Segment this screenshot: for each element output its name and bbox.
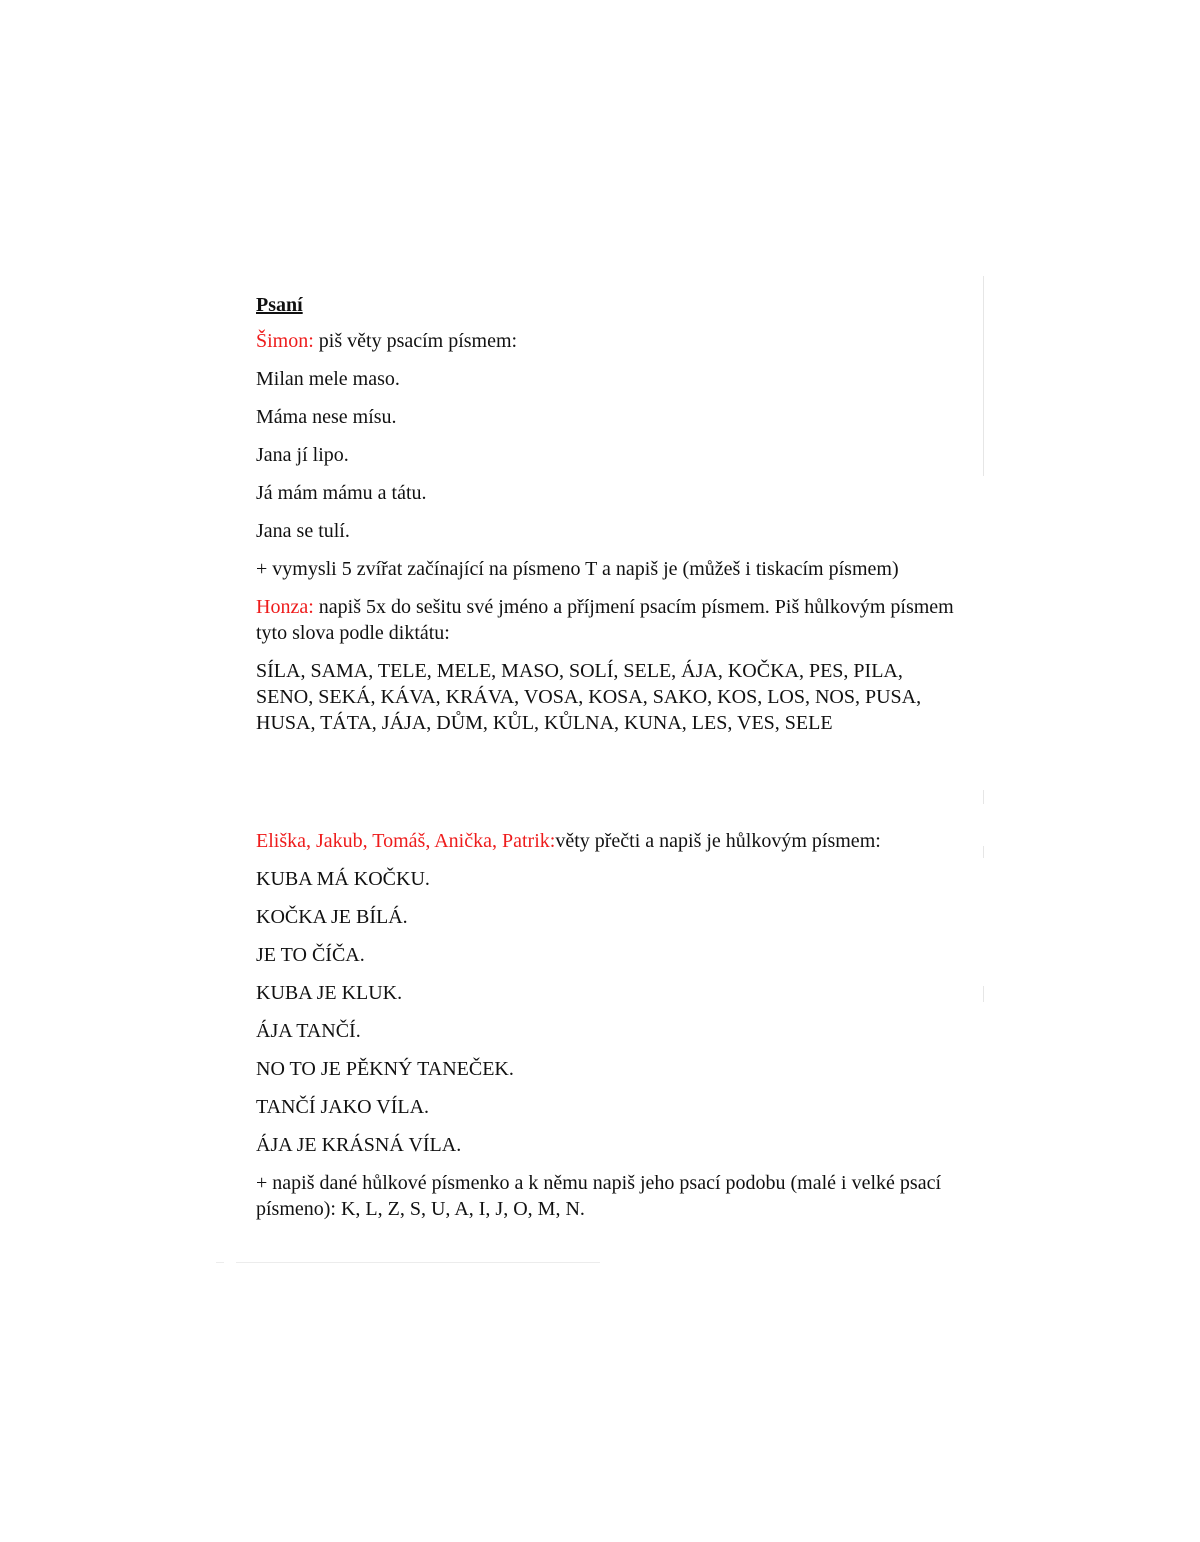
sentence: Máma nese mísu. [256,406,397,428]
student-name-honza: Honza: [256,596,314,618]
caps-sentence: KUBA MÁ KOČKU. [256,868,430,890]
caps-sentence: TANČÍ JAKO VÍLA. [256,1096,430,1118]
section1-extra-task: + vymysli 5 zvířat začínající na písmeno T a napiš je (můžeš i tiskacím písmem) [256,558,899,580]
dictation-words: SÍLA, SAMA, TELE, MELE, MASO, SOLÍ, SELE, ÁJA, KOČKA, PES, PILA, SENO, SEKÁ, KÁVA, KRÁVA, VOSA, KOSA, SAKO, KOS, LOS, NOS, PUSA, HUSA, TÁTA, JÁJA, DŮM, KŮL, KŮLNA, KUNA, LES, VES, SELE [256,660,922,734]
footnote-rule-dot [216,1262,224,1263]
section1-intro [256,328,956,354]
section1-instruction: piš věty psacím písmem: [313,330,518,352]
edge-scan-mark [983,276,984,476]
spacer [256,748,956,828]
caps-sentence: NO TO JE PĚKNÝ TANEČEK. [256,1058,514,1080]
sentence: Jana jí lipo. [256,444,349,466]
section2-intro [256,594,956,646]
edge-scan-mark [983,986,984,1002]
caps-sentence: ÁJA JE KRÁSNÁ VÍLA. [256,1134,462,1156]
page-title: Psaní [256,294,303,316]
sentence: Já mám mámu a tátu. [256,482,427,504]
edge-scan-mark [983,846,984,858]
footnote-rule [236,1262,600,1263]
caps-sentence: KUBA JE KLUK. [256,982,403,1004]
section3-intro [256,828,956,854]
caps-sentence: ÁJA TANČÍ. [256,1020,361,1042]
section2-instruction: napiš 5x do sešitu své jméno a příjmení psacím písmem. Piš hůlkovým písmem tyto slova podle diktátu: [256,596,954,644]
student-name-simon: Šimon: [256,330,314,352]
sentence: Milan mele maso. [256,368,400,390]
document-content [256,292,956,1234]
caps-sentence: JE TO ČÍČA. [256,944,365,966]
edge-scan-mark [983,790,984,804]
section3-instruction: věty přečti a napiš je hůlkovým písmem: [555,830,881,852]
section3-extra-task: + napiš dané hůlkové písmenko a k němu napiš jeho psací podobu (malé i velké psací písmeno): K, L, Z, S, U, A, I, J, O, M, N. [256,1172,941,1220]
student-names-group: Eliška, Jakub, Tomáš, Anička, Patrik: [256,830,556,852]
caps-sentence: KOČKA JE BÍLÁ. [256,906,408,928]
sentence: Jana se tulí. [256,520,350,542]
